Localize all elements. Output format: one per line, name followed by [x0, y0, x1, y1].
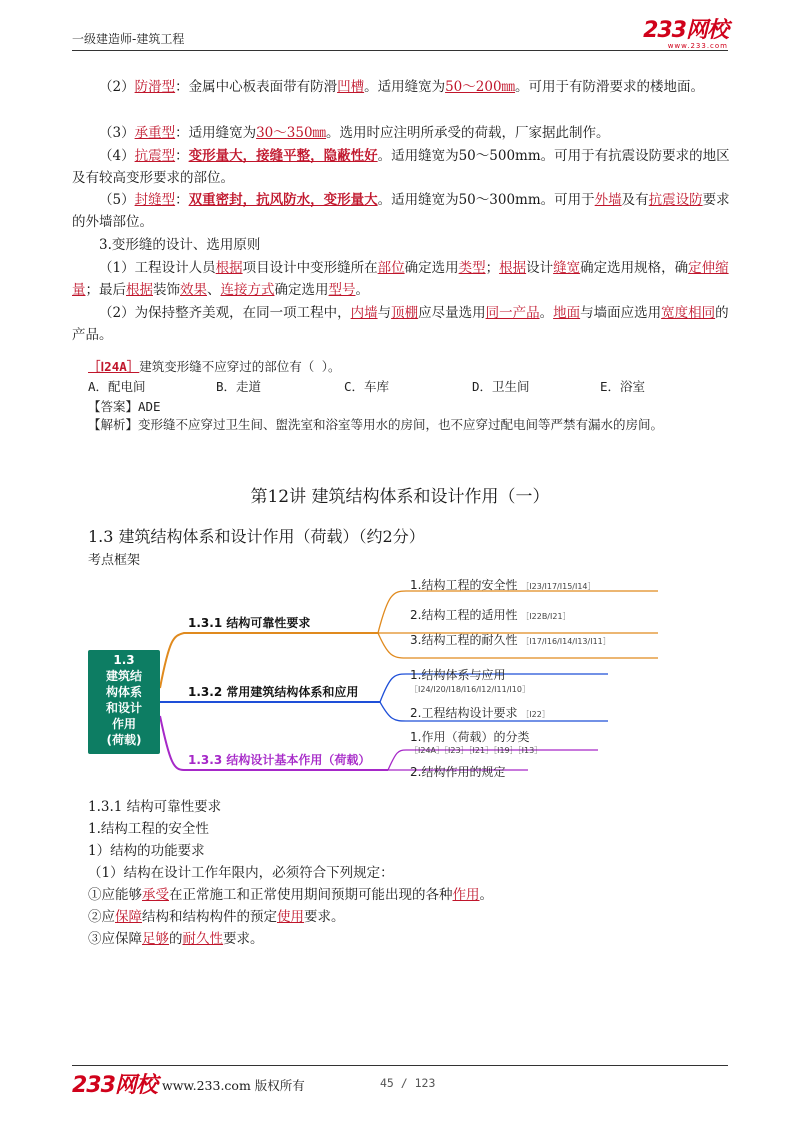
leaf-1-1: 1.结构工程的安全性 ［I23/I17/I15/I14］	[410, 578, 596, 592]
leaf-3-1: 1.作用（荷载）的分类	[410, 730, 530, 744]
mind-map	[88, 576, 678, 779]
leaf-2-1-tags: ［I24/I20/I18/I16/I12/I11/I10］	[410, 685, 530, 694]
item-sealed: （5）封缝型：双重密封，抗风防水，变形量大。适用缝宽为50～300mm。可用于外墙及有抗震设防要求的外墙部位。	[72, 192, 730, 230]
requirement-2: ②应保障结构和结构构件的预定使用要求。	[88, 909, 345, 925]
brand-logo	[643, 20, 728, 50]
page-number: 45 / 123	[380, 1076, 436, 1090]
item-seismic: （4）抗震型：变形量大，接缝平整，隐蔽性好。适用缝宽为50～500mm。可用于有抗震设防要求的地区及有较高变形要求的部位。	[72, 148, 730, 186]
mind-map-root: 1.3 建筑结 构体系 和设计 作用 (荷载)	[88, 650, 160, 754]
question-explanation: 【解析】变形缝不应穿过卫生间、盥洗室和浴室等用水的房间，也不应穿过配电间等严禁有漏水的房间。	[88, 417, 664, 432]
option-d: D．卫生间	[472, 379, 530, 394]
requirement-3: ③应保障足够的耐久性要求。	[88, 931, 264, 947]
item-anti-slip: （2）防滑型：金属中心板表面带有防滑凹槽。适用缝宽为50～200㎜。可用于有防滑要求的楼地面。	[99, 79, 705, 95]
lecture-title: 第12讲 建筑结构体系和设计作用（一）	[250, 487, 550, 507]
footer-logo: 233网校	[72, 1073, 157, 1098]
leaf-2-2: 2.工程结构设计要求 ［I22］	[410, 706, 550, 720]
footer-divider	[72, 1065, 728, 1066]
logo-text: 233网校	[643, 18, 728, 43]
option-c: C．车库	[344, 379, 390, 394]
option-b: B．走道	[216, 379, 262, 394]
safety-heading: 1.结构工程的安全性	[88, 821, 209, 837]
footer-copyright: www.233.com 版权所有	[162, 1078, 305, 1093]
section-title: 1.3 建筑结构体系和设计作用（荷载）（约2分）	[88, 527, 425, 546]
branch-2-label: 1.3.2 常用建筑结构体系和应用	[188, 685, 359, 699]
connector-branch-1	[160, 633, 378, 688]
requirement-1: ①应能够承受在正常施工和正常使用期间预期可能出现的各种作用。	[88, 887, 493, 903]
function-heading: 1）结构的功能要求	[88, 843, 205, 859]
item-load-bearing: （3）承重型：适用缝宽为30～350㎜。选用时应注明所承受的荷载，厂家据此制作。	[99, 125, 610, 141]
question-options	[88, 378, 738, 396]
principle-1: （1）工程设计人员根据项目设计中变形缝所在部位确定选用类型；根据设计缝宽确定选用规格，确定伸缩量；最后根据装饰效果、连接方式确定选用型号。	[72, 260, 729, 298]
principle-2: （2）为保持整齐美观，在同一项工程中，内墙与顶棚应尽量选用同一产品。地面与墙面应选用宽度相同的产品。	[72, 305, 729, 343]
leaf-3-1-tags: ［I24A］［I23］［I21］［I19］［I13］	[410, 746, 543, 755]
question-tag: ［Ⅰ24A］	[88, 359, 140, 374]
option-e: E．浴室	[600, 379, 646, 394]
mind-map-connectors	[88, 576, 678, 776]
leaf-2-1: 1.结构体系与应用	[410, 668, 506, 682]
leaf-1-3: 3.结构工程的耐久性 ［I17/I16/I14/I13/I11］	[410, 633, 611, 647]
question-answer: 【答案】ADE	[88, 399, 161, 414]
logo-url: www.233.com	[667, 42, 728, 50]
function-intro: （1）结构在设计工作年限内，必须符合下列规定：	[88, 865, 394, 881]
reliability-heading: 1.3.1 结构可靠性要求	[88, 799, 222, 815]
branch-3-label: 1.3.3 结构设计基本作用（荷载）	[188, 753, 371, 767]
question-stem: ［Ⅰ24A］建筑变形缝不应穿过的部位有（ ）。	[88, 359, 341, 374]
branch-1-label: 1.3.1 结构可靠性要求	[188, 616, 311, 630]
framework-label: 考点框架	[88, 553, 141, 568]
principle-heading: 3.变形缝的设计、选用原则	[99, 237, 261, 253]
leaf-1-2: 2.结构工程的适用性 ［I22B/I21］	[410, 608, 571, 622]
header-divider	[72, 50, 728, 51]
option-a: A．配电间	[88, 379, 146, 394]
header-title: 一级建造师-建筑工程	[72, 32, 185, 46]
leaf-3-2: 2.结构作用的规定	[410, 765, 506, 779]
